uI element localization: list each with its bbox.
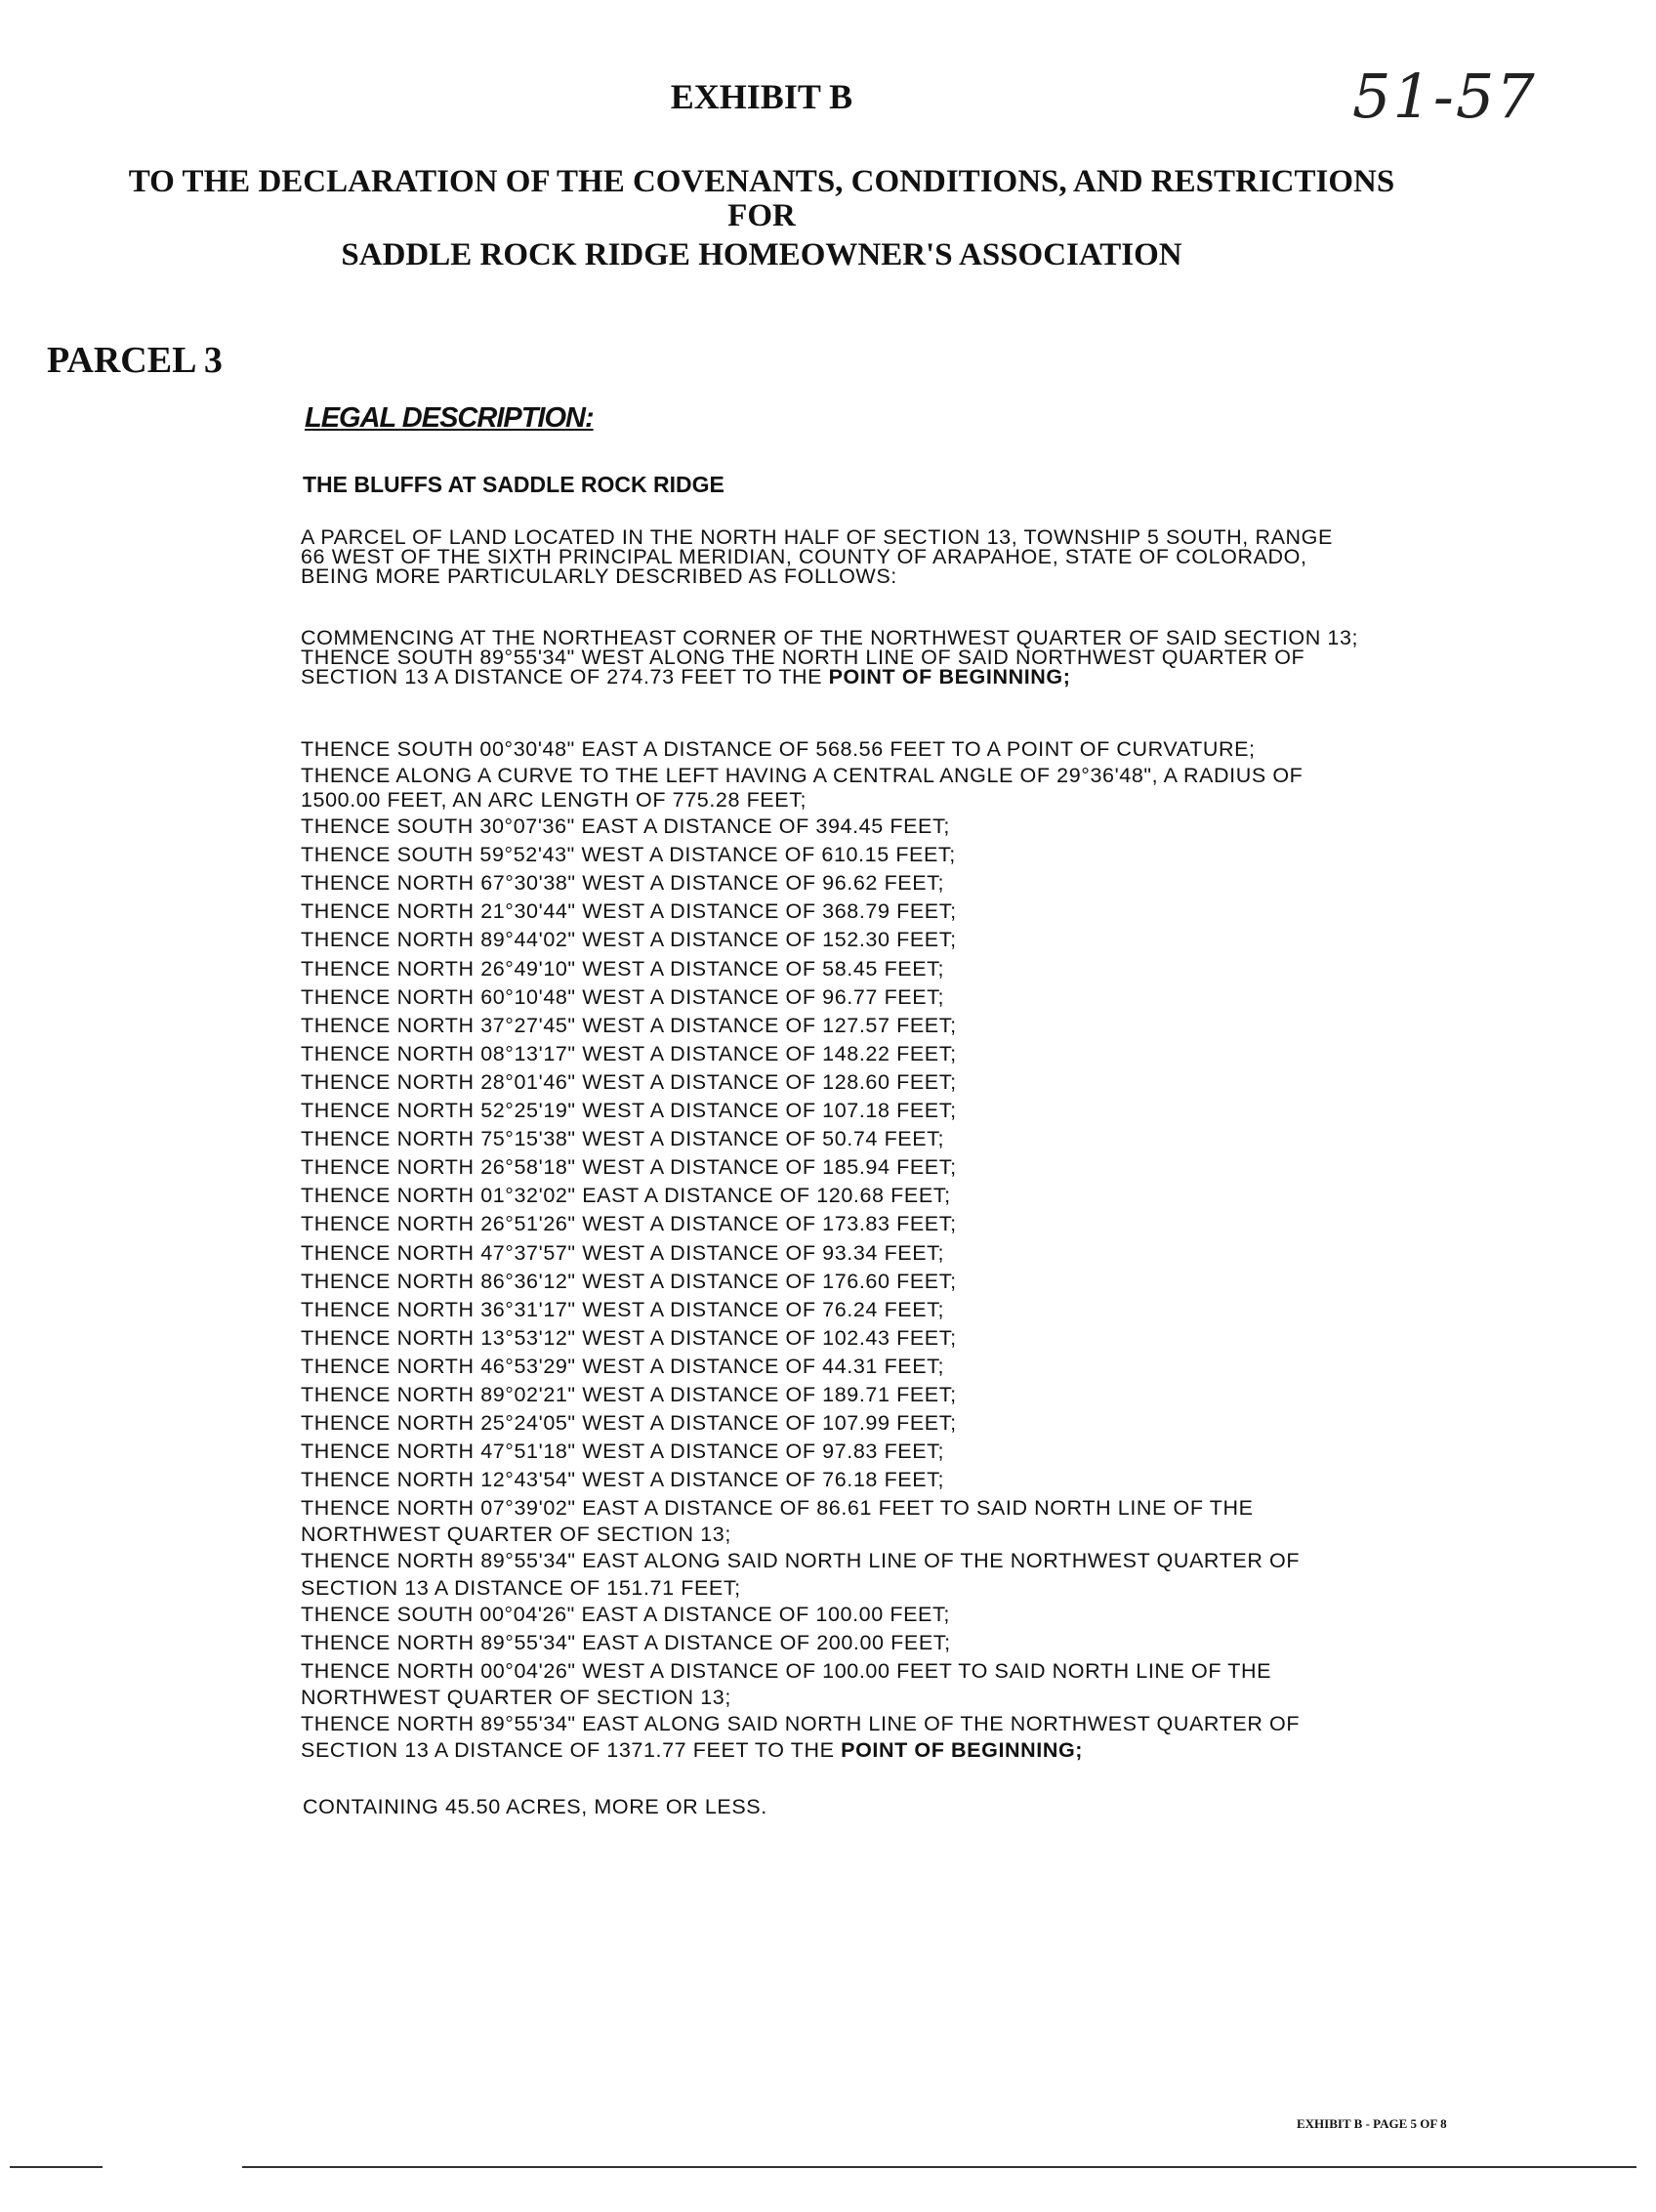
legal-description-title: LEGAL DESCRIPTION: [305, 402, 594, 434]
intro-paragraph [301, 527, 1472, 586]
course-line: THENCE NORTH 13°53'12" WEST A DISTANCE OF 102.43 FEET; [301, 1325, 957, 1350]
course-line: THENCE NORTH 89°55'34" EAST ALONG SAID NORTH LINE OF THE NORTHWEST QUARTER OF [301, 1711, 1301, 1735]
course-line: THENCE ALONG A CURVE TO THE LEFT HAVING A CENTRAL ANGLE OF 29°36'48", A RADIUS OF [301, 764, 1304, 788]
exhibit-title: EXHIBIT B [670, 77, 853, 116]
course-line: 1500.00 FEET, AN ARC LENGTH OF 775.28 FEET; [301, 788, 807, 813]
course-line [301, 1738, 1472, 1763]
property-subtitle: THE BLUFFS AT SADDLE ROCK RIDGE [303, 472, 724, 497]
commencing-text: SECTION 13 A DISTANCE OF 274.73 FEET TO THE [301, 665, 829, 689]
course-line: THENCE NORTH 47°51'18" WEST A DISTANCE OF 97.83 FEET; [301, 1440, 945, 1464]
course-list [301, 735, 1472, 1763]
course-line: THENCE NORTH 36°31'17" WEST A DISTANCE OF 76.24 FEET; [301, 1297, 945, 1321]
association-heading: SADDLE ROCK RIDGE HOMEOWNER'S ASSOCIATION [341, 237, 1182, 272]
declaration-heading: TO THE DECLARATION OF THE COVENANTS, CONDITIONS, AND RESTRICTIONS [128, 164, 1395, 199]
course-line: THENCE NORTH 08°13'17" WEST A DISTANCE OF 148.22 FEET; [301, 1041, 957, 1065]
intro-line: 66 WEST OF THE SIXTH PRINCIPAL MERIDIAN, COUNTY OF ARAPAHOE, STATE OF COLORADO, [301, 545, 1307, 568]
course-line: THENCE NORTH 60°10'48" WEST A DISTANCE OF 96.77 FEET; [301, 984, 945, 1009]
intro-line: A PARCEL OF LAND LOCATED IN THE NORTH HALF OF SECTION 13, TOWNSHIP 5 SOUTH, RANGE [301, 525, 1333, 549]
course-line: SECTION 13 A DISTANCE OF 151.71 FEET; [301, 1575, 741, 1600]
course-line: THENCE NORTH 12°43'54" WEST A DISTANCE OF 76.18 FEET; [301, 1468, 945, 1492]
course-line: THENCE NORTH 89°55'34" EAST A DISTANCE OF 200.00 FEET; [301, 1630, 951, 1654]
footer-divider [242, 2166, 1636, 2168]
course-line: THENCE NORTH 25°24'05" WEST A DISTANCE OF 107.99 FEET; [301, 1411, 957, 1436]
final-point-of-beginning-label: POINT OF BEGINNING; [841, 1737, 1084, 1762]
course-line: THENCE NORTH 47°37'57" WEST A DISTANCE OF 93.34 FEET; [301, 1240, 945, 1265]
course-line: THENCE NORTH 89°55'34" EAST ALONG SAID NORTH LINE OF THE NORTHWEST QUARTER OF [301, 1549, 1301, 1573]
course-line: THENCE NORTH 21°30'44" WEST A DISTANCE OF 368.79 FEET; [301, 899, 957, 924]
course-line: THENCE NORTH 37°27'45" WEST A DISTANCE OF 127.57 FEET; [301, 1013, 957, 1037]
commencing-line [301, 667, 1472, 687]
course-line: THENCE NORTH 52°25'19" WEST A DISTANCE OF 107.18 FEET; [301, 1099, 957, 1123]
course-line: THENCE NORTH 89°02'21" WEST A DISTANCE OF 189.71 FEET; [301, 1382, 957, 1406]
course-line: THENCE NORTH 00°04'26" WEST A DISTANCE OF 100.00 FEET TO SAID NORTH LINE OF THE [301, 1658, 1272, 1683]
course-line: THENCE SOUTH 59°52'43" WEST A DISTANCE OF 610.15 FEET; [301, 843, 956, 867]
intro-line: BEING MORE PARTICULARLY DESCRIBED AS FOLLOWS: [301, 564, 897, 588]
course-line: THENCE SOUTH 00°30'48" EAST A DISTANCE OF 568.56 FEET TO A POINT OF CURVATURE; [301, 737, 1256, 761]
course-line: NORTHWEST QUARTER OF SECTION 13; [301, 1685, 731, 1709]
point-of-beginning-label: POINT OF BEGINNING; [828, 665, 1071, 689]
course-line: THENCE NORTH 86°36'12" WEST A DISTANCE OF 176.60 FEET; [301, 1269, 957, 1293]
course-line: THENCE NORTH 26°49'10" WEST A DISTANCE OF 58.45 FEET; [301, 956, 945, 981]
page-footer: EXHIBIT B - PAGE 5 OF 8 [1297, 2116, 1447, 2131]
course-line: THENCE NORTH 28°01'46" WEST A DISTANCE OF 128.60 FEET; [301, 1069, 957, 1094]
course-line: THENCE NORTH 01°32'02" EAST A DISTANCE OF 120.68 FEET; [301, 1184, 951, 1208]
course-line: THENCE SOUTH 30°07'36" EAST A DISTANCE OF 394.45 FEET; [301, 814, 950, 839]
handwritten-page-number: 51-57 [1352, 61, 1537, 132]
acreage-statement: CONTAINING 45.50 ACRES, MORE OR LESS. [303, 1795, 767, 1818]
course-line: THENCE NORTH 75°15'38" WEST A DISTANCE OF 50.74 FEET; [301, 1127, 945, 1151]
commencing-paragraph [301, 628, 1472, 687]
course-line: NORTHWEST QUARTER OF SECTION 13; [301, 1523, 731, 1547]
course-line: THENCE NORTH 26°58'18" WEST A DISTANCE OF 185.94 FEET; [301, 1155, 957, 1180]
commencing-line: COMMENCING AT THE NORTHEAST CORNER OF THE NORTHWEST QUARTER OF SAID SECTION 13; [301, 626, 1359, 649]
footer-divider [10, 2166, 103, 2168]
course-line: THENCE NORTH 89°44'02" WEST A DISTANCE OF 152.30 FEET; [301, 928, 957, 952]
declaration-heading-for: FOR [727, 198, 796, 233]
parcel-title: PARCEL 3 [47, 340, 223, 381]
final-course-text: SECTION 13 A DISTANCE OF 1371.77 FEET TO THE [301, 1737, 842, 1762]
course-line: THENCE NORTH 07°39'02" EAST A DISTANCE OF 86.61 FEET TO SAID NORTH LINE OF THE [301, 1496, 1254, 1521]
course-line: THENCE NORTH 26°51'26" WEST A DISTANCE OF 173.83 FEET; [301, 1212, 957, 1236]
course-line: THENCE NORTH 67°30'38" WEST A DISTANCE OF 96.62 FEET; [301, 871, 945, 896]
course-line: THENCE SOUTH 00°04'26" EAST A DISTANCE OF 100.00 FEET; [301, 1602, 950, 1626]
commencing-line: THENCE SOUTH 89°55'34" WEST ALONG THE NORTH LINE OF SAID NORTHWEST QUARTER OF [301, 646, 1305, 669]
course-line: THENCE NORTH 46°53'29" WEST A DISTANCE OF 44.31 FEET; [301, 1354, 945, 1378]
